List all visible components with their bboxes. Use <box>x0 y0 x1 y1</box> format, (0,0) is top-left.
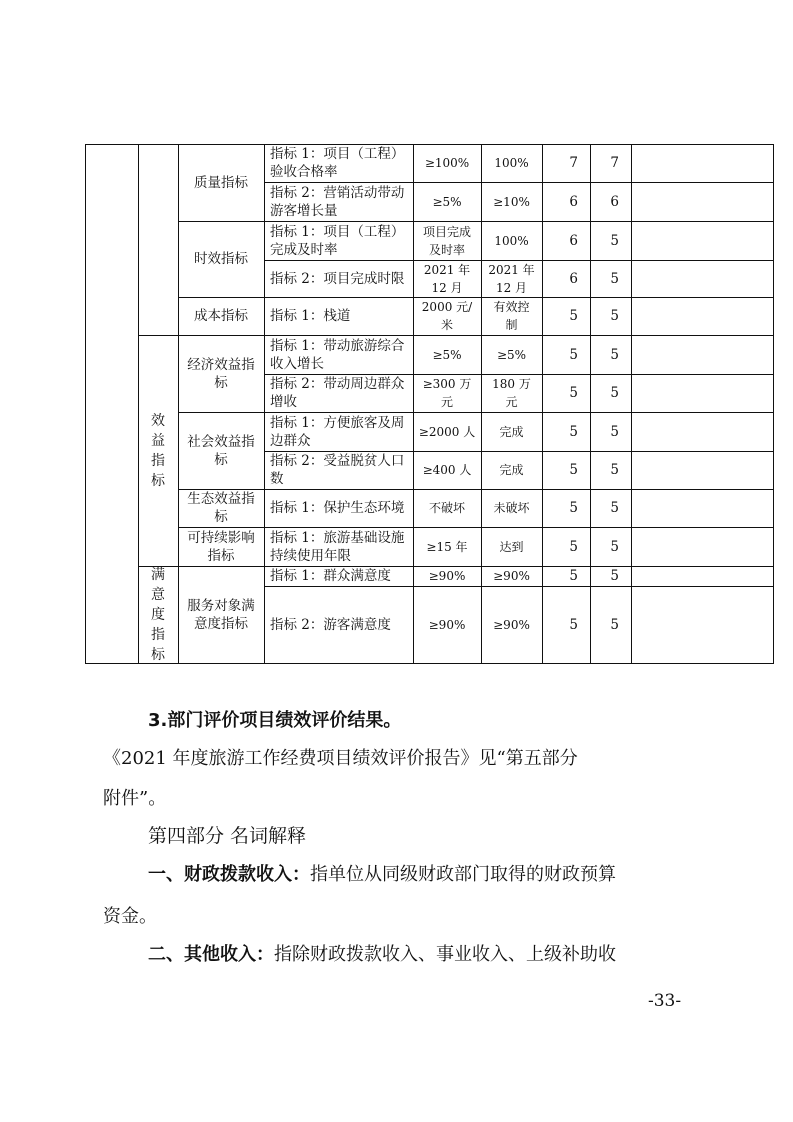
target-cell: 项目完成 及时率 <box>422 224 471 257</box>
performance-table <box>85 144 774 664</box>
weight-cell: 5 <box>569 500 578 516</box>
score-cell: 6 <box>610 193 619 210</box>
category-satisfaction-label: 满 意 度 指 标 <box>151 566 165 663</box>
target-cell: ≥15 年 <box>426 539 468 554</box>
report-reference-line2: 附件”。 <box>103 788 167 809</box>
page-number: -33- <box>648 991 682 1011</box>
definition-term: 一、财政拨款收入： <box>148 864 310 885</box>
indicator-cell: 指标 2：带动周边群众 增收 <box>270 376 405 410</box>
actual-cell: 180 万 元 <box>492 377 531 409</box>
indicator-cell: 指标 2：受益脱贫人口 数 <box>270 453 405 487</box>
actual-cell: ≥90% <box>493 569 530 583</box>
actual-cell: ≥90% <box>493 617 530 632</box>
score-cell: 7 <box>610 155 619 171</box>
actual-cell: 完成 <box>499 463 524 477</box>
weight-cell: 6 <box>569 232 578 249</box>
group-sustainable: 可持续影响 指标 <box>187 529 255 564</box>
target-cell: ≥100% <box>424 156 470 170</box>
indicator-cell: 指标 1：旅游基础设施 持续使用年限 <box>270 529 405 564</box>
category-benefit-label: 效 益 指 标 <box>151 412 165 489</box>
target-cell: ≥5% <box>432 347 462 362</box>
weight-cell: 5 <box>569 616 578 633</box>
score-cell: 5 <box>610 538 619 555</box>
score-cell: 5 <box>610 346 619 363</box>
definition-1 <box>148 862 616 888</box>
score-cell: 5 <box>610 308 619 324</box>
actual-cell: 完成 <box>499 424 524 439</box>
group-quality: 质量指标 <box>194 174 248 191</box>
target-cell: ≥2000 人 <box>418 424 476 439</box>
target-cell: ≥90% <box>428 569 466 583</box>
group-economic: 经济效益指 标 <box>187 356 255 391</box>
actual-cell: 100% <box>494 233 529 248</box>
target-cell: ≥400 人 <box>422 463 472 477</box>
weight-cell: 5 <box>569 568 578 584</box>
target-cell: ≥5% <box>432 194 462 209</box>
definition-text: 指单位从同级财政部门取得的财政预算 <box>310 864 616 885</box>
indicator-cell: 指标 1：群众满意度 <box>270 568 391 584</box>
group-social: 社会效益指 标 <box>187 433 255 468</box>
group-ecological: 生态效益指 标 <box>187 491 255 525</box>
indicator-cell: 指标 1：方便旅客及周 边群众 <box>270 414 405 449</box>
actual-cell: 100% <box>494 156 529 170</box>
actual-cell: 未破坏 <box>493 501 530 515</box>
part-heading: 第四部分 名词解释 <box>148 825 307 847</box>
weight-cell: 5 <box>569 346 578 363</box>
score-cell: 5 <box>610 385 619 401</box>
weight-cell: 5 <box>569 385 578 401</box>
score-cell: 5 <box>610 270 619 287</box>
group-service: 服务对象满 意度指标 <box>187 597 255 632</box>
section-heading: 3.部门评价项目绩效评价结果。 <box>148 710 402 731</box>
group-cost: 成本指标 <box>194 308 248 324</box>
actual-cell: 达到 <box>499 539 524 554</box>
target-cell: ≥300 万 元 <box>422 377 472 409</box>
target-cell: ≥90% <box>428 617 466 632</box>
weight-cell: 7 <box>569 155 578 171</box>
weight-cell: 6 <box>569 270 578 287</box>
score-cell: 5 <box>610 568 619 584</box>
definition-1-cont: 资金。 <box>103 906 157 927</box>
weight-cell: 5 <box>569 462 578 478</box>
definition-text: 指除财政拨款收入、事业收入、上级补助收 <box>274 944 616 965</box>
actual-cell: 2021 年 12 月 <box>488 262 535 295</box>
weight-cell: 6 <box>569 193 578 210</box>
indicator-cell: 指标 2：营销活动带动 游客增长量 <box>270 184 405 219</box>
group-timeliness: 时效指标 <box>194 251 248 267</box>
definition-term: 二、其他收入： <box>148 944 274 965</box>
actual-cell: ≥10% <box>493 194 530 209</box>
weight-cell: 5 <box>569 423 578 440</box>
target-cell: 2000 元/ 米 <box>421 300 473 332</box>
indicator-cell: 指标 2：游客满意度 <box>270 616 391 633</box>
indicator-cell: 指标 1：项目（工程） 验收合格率 <box>270 146 405 180</box>
indicator-cell: 指标 1：带动旅游综合 收入增长 <box>270 337 405 372</box>
score-cell: 5 <box>610 232 619 249</box>
score-cell: 5 <box>610 462 619 478</box>
score-cell: 5 <box>610 423 619 440</box>
indicator-cell: 指标 1：保护生态环境 <box>270 500 405 516</box>
target-cell: 不破坏 <box>428 501 465 515</box>
actual-cell: ≥5% <box>496 347 527 362</box>
weight-cell: 5 <box>569 538 578 555</box>
indicator-cell: 指标 1：栈道 <box>270 308 351 324</box>
score-cell: 5 <box>610 500 619 516</box>
indicator-cell: 指标 1：项目（工程） 完成及时率 <box>270 223 405 258</box>
actual-cell: 有效控 制 <box>493 300 530 332</box>
weight-cell: 5 <box>569 308 578 324</box>
target-cell: 2021 年 12 月 <box>423 262 471 295</box>
score-cell: 5 <box>610 616 619 633</box>
indicator-cell: 指标 2：项目完成时限 <box>270 270 405 287</box>
definition-2 <box>148 942 616 968</box>
report-reference-line1: 《2021 年度旅游工作经费项目绩效评价报告》见“第五部分 <box>103 748 578 769</box>
